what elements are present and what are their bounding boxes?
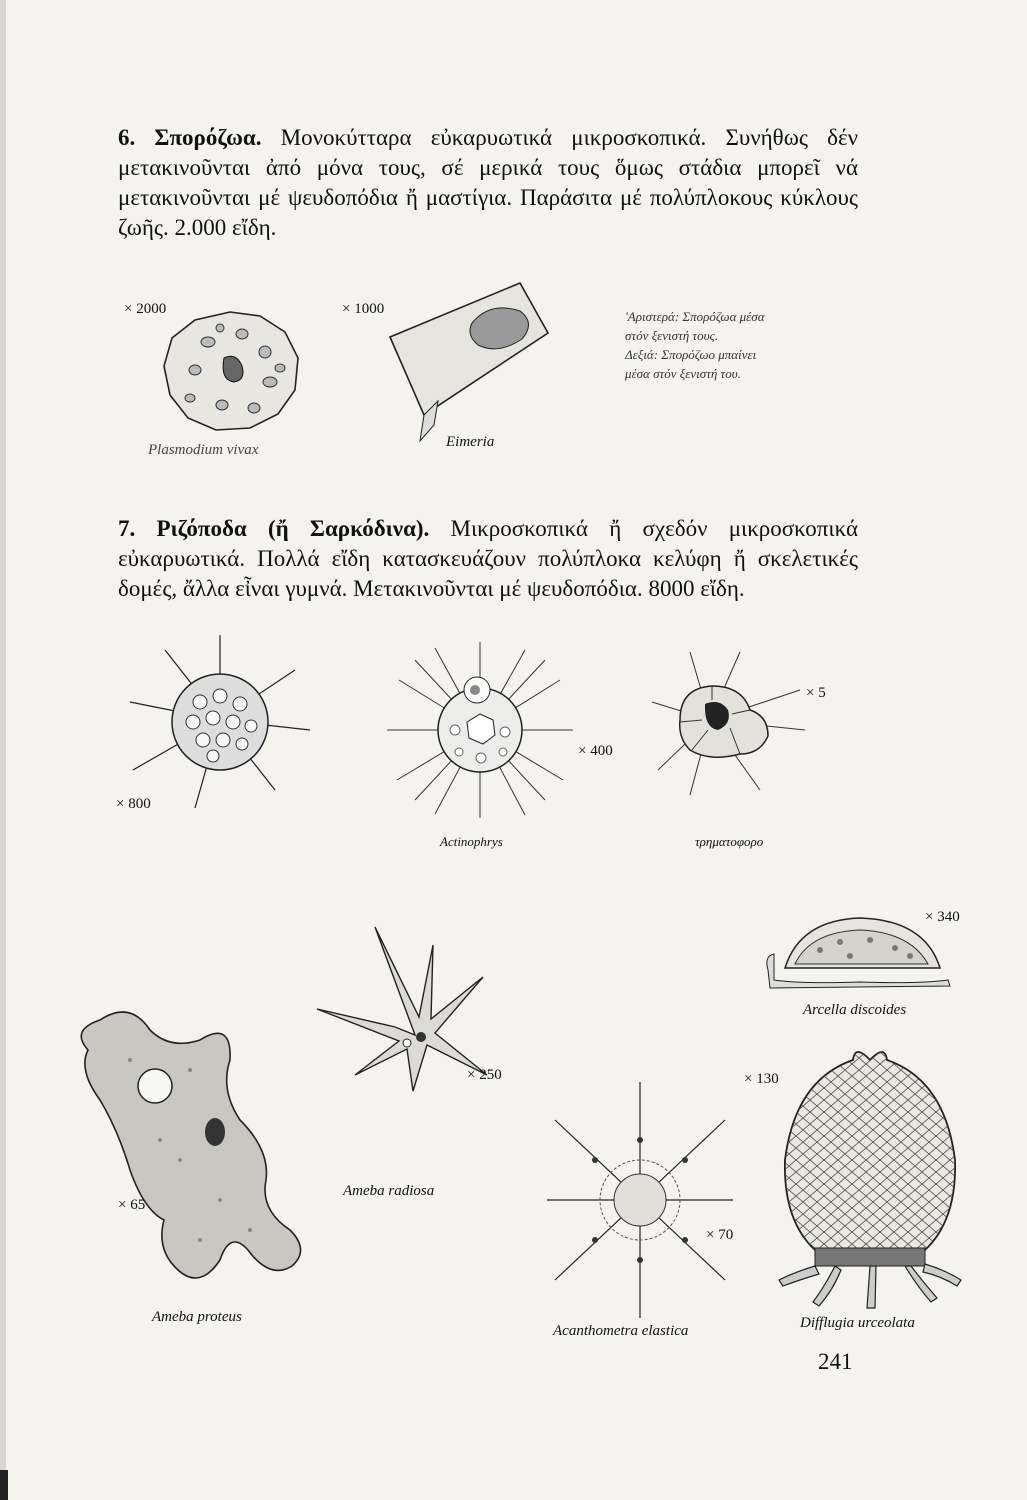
page-corner-shadow <box>0 1470 8 1500</box>
plasmodium-label: Plasmodium vivax <box>148 442 259 458</box>
foraminifera-illustration <box>650 650 810 800</box>
radiolarian-magnification: × 800 <box>116 796 151 812</box>
section-7-heading: 7. Ριζόποδα (ἤ Σαρκόδινα). <box>118 516 430 541</box>
ameba-radiosa-illustration <box>315 925 490 1095</box>
ameba-proteus-label: Ameba proteus <box>152 1309 242 1325</box>
caption-line: μέσα στόν ξενιστή του. <box>625 366 741 381</box>
arcella-magnification: × 340 <box>925 909 960 925</box>
caption-line: 'Αριστερά: Σπορόζωα μέσα <box>625 309 765 324</box>
section-7-paragraph <box>118 514 858 604</box>
difflugia-label: Difflugia urceolata <box>800 1315 915 1331</box>
eimeria-label: Eimeria <box>446 434 495 450</box>
page-edge <box>0 0 6 1500</box>
actinophrys-magnification: × 400 <box>578 743 613 759</box>
foraminifera-label: τρηματοφορο <box>695 834 764 849</box>
eimeria-magnification: × 1000 <box>342 301 385 317</box>
eimeria-illustration <box>380 275 560 455</box>
actinophrys-label: Actinophrys <box>440 834 503 849</box>
radiolarian-illustration <box>125 630 315 815</box>
caption-line: Δεξιά: Σπορόζωο μπαίνει <box>625 347 757 362</box>
ameba-proteus-magnification: × 65 <box>118 1197 146 1213</box>
plasmodium-illustration <box>150 300 310 440</box>
ameba-proteus-illustration <box>60 1000 320 1290</box>
arcella-label: Arcella discoides <box>803 1002 907 1018</box>
ameba-radiosa-label: Ameba radiosa <box>343 1183 435 1199</box>
foraminifera-magnification: × 5 <box>806 685 826 701</box>
page-number: 241 <box>818 1349 853 1374</box>
section-6-text: Μονοκύτταρα εὐκαρυωτικά μικροσκοπικά. Συνήθως δέν μετακινοῦνται ἀπό μόνα τους, σέ μερικά τους ὅμως στάδια μπορεῖ νά μετακινοῦνται μέ ψευδοπόδια ἤ μαστίγια. Παράσιτα μέ πολύπλοκους κύκλους ζωῆς. 2.000 εἴδη. <box>118 125 858 240</box>
section-7-text: Μικροσκοπικά ἤ σχεδόν μικροσκοπικά εὐκαρυωτικά. Πολλά εἴδη κατασκευάζουν πολύπλοκα κελύφη ἤ σκελετικές δομές, ἄλλα εἶναι γυμνά. Μετακινοῦνται μέ ψευδοπόδια. 8000 εἴδη. <box>118 516 859 601</box>
figure-caption <box>625 307 855 383</box>
caption-line: στόν ξενιστή τους. <box>625 328 719 343</box>
difflugia-magnification: × 130 <box>744 1071 779 1087</box>
difflugia-illustration <box>775 1040 965 1310</box>
plasmodium-magnification: × 2000 <box>124 301 167 317</box>
section-6-paragraph <box>118 123 858 243</box>
actinophrys-illustration <box>385 640 575 820</box>
ameba-radiosa-magnification: × 250 <box>467 1067 502 1083</box>
section-6-heading: 6. Σπορόζωα. <box>118 125 262 150</box>
acanthometra-illustration <box>545 1080 735 1320</box>
acanthometra-magnification: × 70 <box>706 1227 734 1243</box>
acanthometra-label: Acanthometra elastica <box>553 1323 689 1339</box>
